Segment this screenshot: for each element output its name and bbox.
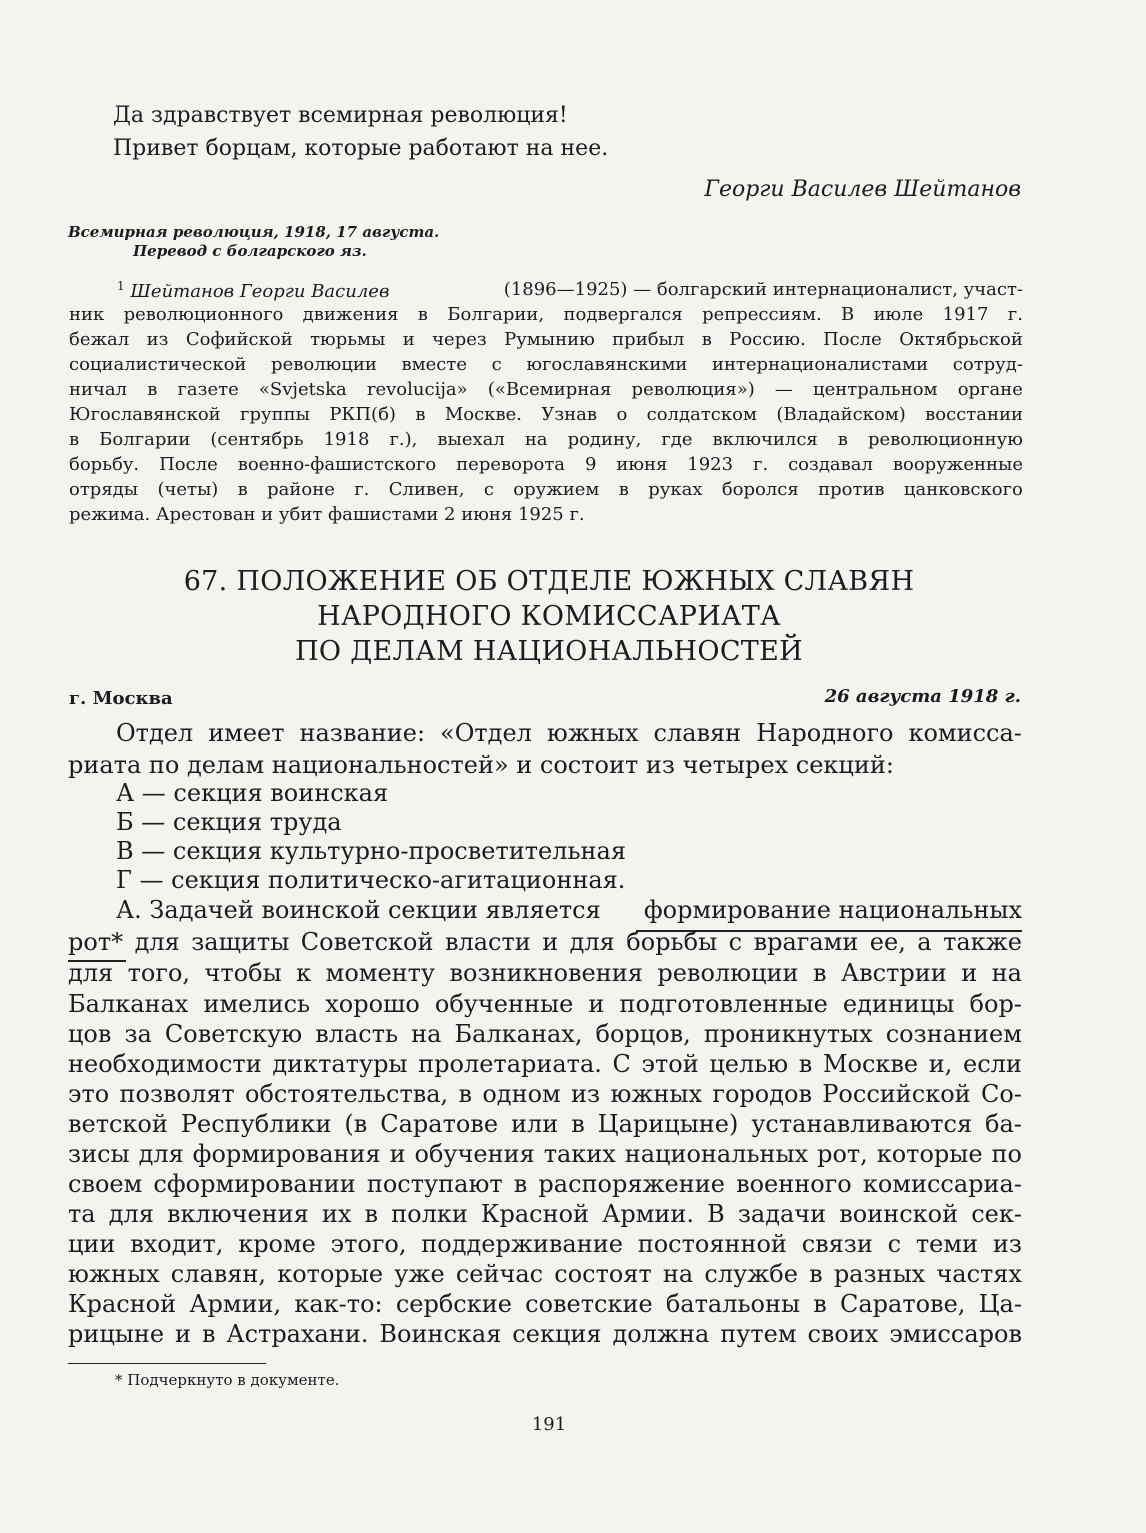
body-line-8 xyxy=(68,1170,1022,1198)
word: «Svjetska xyxy=(258,379,347,400)
word: которые xyxy=(277,1260,384,1288)
word: переворота xyxy=(456,454,566,475)
word: Софийской xyxy=(185,329,293,350)
word: для xyxy=(108,1200,154,1228)
word: южных xyxy=(68,1260,160,1288)
word: сейчас xyxy=(455,1260,544,1288)
source-line-2: Перевод с болгарского яз. xyxy=(133,242,367,260)
footnote1-line-3 xyxy=(69,329,1023,350)
word: если xyxy=(963,1050,1022,1078)
word: сотруд- xyxy=(952,354,1023,375)
body-line-7 xyxy=(68,1140,1022,1168)
word: постоянной xyxy=(637,1230,787,1258)
word: пролетариата. xyxy=(418,1050,602,1078)
word: городов xyxy=(712,1080,812,1108)
word: (сентябрь xyxy=(210,429,304,450)
body-line-1 xyxy=(68,959,1022,987)
word: Армии. xyxy=(602,1200,694,1228)
word: где xyxy=(661,429,693,450)
word: хорошо xyxy=(325,990,420,1018)
word: задачи xyxy=(737,1200,827,1228)
word: революции xyxy=(271,354,377,375)
word: Российской xyxy=(822,1080,971,1108)
word: июня xyxy=(616,454,668,475)
word: эмиссаров xyxy=(889,1320,1022,1348)
word: о xyxy=(616,404,628,425)
word: на xyxy=(524,429,548,450)
word: из xyxy=(992,1230,1022,1258)
document-place: г. Москва xyxy=(69,688,173,709)
word: родину, xyxy=(567,429,642,450)
word: ветской xyxy=(68,1110,168,1138)
word: также xyxy=(943,928,1022,956)
word: Советскую xyxy=(164,1020,303,1048)
word: частях xyxy=(936,1260,1022,1288)
word: цов xyxy=(68,1020,112,1048)
word: Республики xyxy=(180,1110,332,1138)
word: зисы xyxy=(68,1140,130,1168)
body-line-5 xyxy=(68,1080,1022,1108)
word: солдатском xyxy=(646,404,757,425)
footnote1-line-4 xyxy=(69,354,1023,375)
document-heading-line-2: НАРОДНОГО КОМИССАРИАТА xyxy=(317,601,781,632)
word: одном xyxy=(482,1080,561,1108)
word: национальных xyxy=(624,1140,809,1168)
document-heading-line-1: 67. ПОЛОЖЕНИЕ ОБ ОТДЕЛЕ ЮЖНЫХ СЛАВЯН xyxy=(183,566,915,597)
word: обстоятельства, xyxy=(245,1080,449,1108)
body-line-11 xyxy=(68,1260,1022,1288)
word: ее, xyxy=(869,928,906,956)
word: в xyxy=(415,404,426,425)
word: подготовленные xyxy=(619,990,828,1018)
word: Астрахани. xyxy=(226,1320,369,1348)
word: Румынию xyxy=(504,329,595,350)
word: сербские xyxy=(395,1290,512,1318)
word: тюрьмы xyxy=(310,329,386,350)
word: имеет xyxy=(208,719,285,747)
word: для xyxy=(68,959,114,987)
word: вооруженные xyxy=(892,454,1023,475)
word: путем xyxy=(720,1320,797,1348)
word: власть xyxy=(315,1020,399,1048)
footnote1-line-1 xyxy=(117,279,1023,302)
word: власти xyxy=(444,928,531,956)
word: в xyxy=(813,1290,827,1318)
word: Воинская xyxy=(379,1320,502,1348)
word: чтобы xyxy=(204,959,282,987)
word: В xyxy=(707,1200,725,1228)
word: к xyxy=(296,959,312,987)
word: Балканах xyxy=(68,990,189,1018)
word: по xyxy=(991,1140,1022,1168)
word: в xyxy=(417,304,428,325)
word: С xyxy=(612,1050,631,1078)
body-line-9 xyxy=(68,1200,1022,1228)
word: с xyxy=(483,479,494,500)
word: Народного xyxy=(756,719,894,747)
word: revolucija» xyxy=(366,379,468,400)
para-a-underlined: формирование национальных xyxy=(643,896,1022,924)
word: интернационалистами xyxy=(711,354,929,375)
word: имелись xyxy=(203,990,311,1018)
word: и xyxy=(961,959,978,987)
word: южных xyxy=(610,1080,703,1108)
word: и xyxy=(588,990,605,1018)
word: диктатуры xyxy=(272,1050,408,1078)
word: рицыне xyxy=(68,1320,165,1348)
word: Австрии xyxy=(840,959,947,987)
word: против xyxy=(818,479,885,500)
word: боролся xyxy=(721,479,799,500)
footnote1-line-9 xyxy=(69,479,1023,500)
word: в xyxy=(701,329,712,350)
word: 1917 xyxy=(942,304,989,325)
word: комиссариа- xyxy=(862,1170,1022,1198)
word: 1923 xyxy=(687,454,734,475)
word: с xyxy=(887,1230,902,1258)
word: полки xyxy=(391,1200,468,1228)
word: или xyxy=(510,1110,559,1138)
word: Армии, xyxy=(189,1290,282,1318)
word: бор- xyxy=(969,990,1022,1018)
word: отряды xyxy=(69,479,139,500)
footnote1-marker: 1 xyxy=(117,279,125,293)
footnote-separator xyxy=(68,1363,266,1364)
word: входит, xyxy=(130,1230,224,1258)
word: связи xyxy=(801,1230,873,1258)
word: центральном xyxy=(813,379,938,400)
word: формирования xyxy=(192,1140,381,1168)
word: включения xyxy=(166,1200,309,1228)
word: репрессиям. xyxy=(702,304,822,325)
word: в xyxy=(237,479,248,500)
word: революции xyxy=(657,959,799,987)
word: («Всемирная xyxy=(487,379,612,400)
word: цанковского xyxy=(903,479,1023,500)
word: 1918 xyxy=(323,429,370,450)
para-a-start: А. Задачей воинской секции является xyxy=(116,896,601,924)
word: РКП(б) xyxy=(329,404,396,425)
word: моменту xyxy=(325,959,436,987)
word: борьбы xyxy=(626,928,718,956)
word: Москве. xyxy=(444,404,522,425)
word: оружием xyxy=(513,479,600,500)
word: Октябрьской xyxy=(899,329,1023,350)
word: рот, xyxy=(817,1140,868,1168)
word: июле xyxy=(873,304,924,325)
body-line-2 xyxy=(68,990,1022,1018)
body-intro-line-1 xyxy=(116,719,1022,747)
word: сформировании xyxy=(153,1170,356,1198)
word: вместе xyxy=(401,354,467,375)
word: группы xyxy=(240,404,310,425)
word: в xyxy=(364,1200,379,1228)
word: распоряжение xyxy=(538,1170,725,1198)
section-b: Б — секция труда xyxy=(116,808,342,836)
body-line-6 xyxy=(68,1110,1022,1138)
word: обученные xyxy=(434,990,574,1018)
poem-line-1: Да здравствует всемирная революция! xyxy=(113,103,568,128)
word: поддерживание xyxy=(421,1230,623,1258)
word: как-то: xyxy=(294,1290,383,1318)
word: и xyxy=(402,329,415,350)
word: В xyxy=(841,304,855,325)
word: Саратове, xyxy=(839,1290,966,1318)
word: целью xyxy=(709,1050,789,1078)
word: обучения xyxy=(414,1140,535,1168)
word: необходимости xyxy=(68,1050,262,1078)
word: Россию. xyxy=(729,329,806,350)
word: революционную xyxy=(867,429,1023,450)
word: югославянскими xyxy=(526,354,688,375)
word: секция xyxy=(512,1320,602,1348)
word: из xyxy=(571,1080,601,1108)
word: таких xyxy=(543,1140,616,1168)
word: советские xyxy=(525,1290,653,1318)
word: в xyxy=(458,1080,473,1108)
word: г.), xyxy=(389,429,418,450)
word: «Отдел xyxy=(440,719,532,747)
word: в xyxy=(837,429,848,450)
word: бежал xyxy=(69,329,130,350)
word: поступают xyxy=(366,1170,503,1198)
word: должна xyxy=(612,1320,710,1348)
word: с xyxy=(728,928,743,956)
word: прибыл xyxy=(612,329,685,350)
word: защиты xyxy=(191,928,290,956)
word: г. xyxy=(1007,304,1023,325)
word: врагами xyxy=(753,928,859,956)
body-line-13 xyxy=(68,1320,1022,1348)
para-a-line-2 xyxy=(68,928,1022,956)
word: разных xyxy=(833,1260,926,1288)
source-line-1: Всемирная революция, 1918, 17 августа. xyxy=(68,223,440,241)
word: в xyxy=(201,1320,216,1348)
word: и xyxy=(389,1140,406,1168)
word: для xyxy=(134,928,180,956)
word: ции xyxy=(68,1230,116,1258)
body-line-12 xyxy=(68,1290,1022,1318)
word: военно-фашистского xyxy=(237,454,437,475)
word: Болгарии, xyxy=(447,304,545,325)
word: славян xyxy=(653,719,742,747)
word: на xyxy=(991,959,1022,987)
word: состоят xyxy=(554,1260,652,1288)
word: выехал xyxy=(437,429,505,450)
word: Красной xyxy=(480,1200,590,1228)
footnote1-line-7 xyxy=(69,429,1023,450)
word: включился xyxy=(712,429,818,450)
word: та xyxy=(68,1200,96,1228)
word: в xyxy=(571,1110,585,1138)
poem-line-2: Привет борцам, которые работают на нее. xyxy=(113,136,609,161)
footnote1-line-6 xyxy=(69,404,1023,425)
footnote1-text-1: (1896—1925) — болгарский интернационалист, участ- xyxy=(503,279,1023,300)
word: с xyxy=(491,354,502,375)
word: военного xyxy=(736,1170,852,1198)
word: 9 xyxy=(584,454,597,475)
word: революция») xyxy=(631,379,755,400)
word: создавал xyxy=(788,454,873,475)
word: южных xyxy=(546,719,639,747)
word: единицы xyxy=(842,990,955,1018)
word: После xyxy=(823,329,882,350)
word: возникновения xyxy=(449,959,643,987)
word: этого, xyxy=(330,1230,407,1258)
word: борцов, xyxy=(595,1020,691,1048)
word: Царицыне) xyxy=(597,1110,739,1138)
word: их xyxy=(321,1200,352,1228)
word: через xyxy=(432,329,487,350)
word: Сливен, xyxy=(388,479,465,500)
word: г. xyxy=(354,479,370,500)
document-heading-line-3: ПО ДЕЛАМ НАЦИОНАЛЬНОСТЕЙ xyxy=(295,636,803,667)
word: восстании xyxy=(925,404,1023,425)
body-intro-line-2: риата по делам национальностей» и состоит из четырех секций: xyxy=(68,751,894,779)
word: название: xyxy=(299,719,426,747)
word: подвергался xyxy=(563,304,683,325)
poem-signature: Георги Василев Шейтанов xyxy=(704,177,1021,202)
body-line-10 xyxy=(68,1230,1022,1258)
word: газете xyxy=(177,379,239,400)
word: органе xyxy=(957,379,1023,400)
word: и xyxy=(542,928,559,956)
word: и, xyxy=(928,1050,953,1078)
section-v: В — секция культурно-просветительная xyxy=(116,837,626,865)
word: г. xyxy=(753,454,769,475)
word: социалистической xyxy=(69,354,247,375)
body-line-4 xyxy=(68,1050,1022,1078)
word: это xyxy=(68,1080,110,1108)
word: того, xyxy=(127,959,191,987)
word: проникнутых xyxy=(703,1020,873,1048)
word: революционного xyxy=(123,304,284,325)
word: и xyxy=(175,1320,192,1348)
word: в xyxy=(809,1260,823,1288)
word: Красной xyxy=(68,1290,177,1318)
para-a-line-1 xyxy=(116,896,1022,924)
word: ничал xyxy=(69,379,128,400)
word: воинской xyxy=(839,1200,959,1228)
word: из xyxy=(146,329,169,350)
word: в xyxy=(513,1170,528,1198)
word: сознанием xyxy=(885,1020,1022,1048)
footnote1-line-5 xyxy=(69,379,1023,400)
word: в xyxy=(147,379,158,400)
word: позволят xyxy=(119,1080,235,1108)
word: на xyxy=(411,1020,442,1048)
word: батальоны xyxy=(665,1290,801,1318)
word: Со- xyxy=(980,1080,1022,1108)
word: Югославянской xyxy=(69,404,221,425)
word: Саратове xyxy=(380,1110,499,1138)
word: службе xyxy=(704,1260,798,1288)
word: которые xyxy=(876,1140,983,1168)
word: районе xyxy=(267,479,335,500)
word: теми xyxy=(915,1230,979,1258)
word: (четы) xyxy=(157,479,219,500)
word: руках xyxy=(648,479,703,500)
word: в xyxy=(618,479,629,500)
word: (в xyxy=(344,1110,368,1138)
word: Балканах, xyxy=(454,1020,583,1048)
word: Болгарии xyxy=(99,429,191,450)
word: на xyxy=(662,1260,694,1288)
page-number: 191 xyxy=(531,1414,567,1435)
word: Отдел xyxy=(116,719,194,747)
word: Советской xyxy=(300,928,434,956)
word: для xyxy=(569,928,615,956)
word: за xyxy=(124,1020,152,1048)
word: (Владайском) xyxy=(776,404,906,425)
word: ба- xyxy=(985,1110,1022,1138)
word: для xyxy=(138,1140,184,1168)
word: уже xyxy=(394,1260,445,1288)
document-date: 26 августа 1918 г. xyxy=(824,686,1021,707)
word: борьбу. xyxy=(69,454,140,475)
word: в xyxy=(69,429,80,450)
word: устанавливаются xyxy=(751,1110,973,1138)
word: рот* xyxy=(68,928,124,956)
word: своем xyxy=(68,1170,143,1198)
footnote1-name: Шейтанов Георги Василев xyxy=(130,281,390,302)
footnote1-line-2 xyxy=(69,304,1023,325)
word: Ца- xyxy=(978,1290,1022,1318)
word: ник xyxy=(69,304,105,325)
footnote-star: * Подчеркнуто в документе. xyxy=(115,1371,340,1389)
word: сек- xyxy=(971,1200,1022,1228)
word: После xyxy=(159,454,218,475)
body-line-3 xyxy=(68,1020,1022,1048)
section-a: А — секция воинская xyxy=(116,779,389,807)
word: своих xyxy=(807,1320,879,1348)
word: Узнав xyxy=(541,404,598,425)
word: Москве xyxy=(822,1050,919,1078)
word: этой xyxy=(641,1050,699,1078)
word: — xyxy=(774,379,793,400)
word: а xyxy=(917,928,932,956)
word: комисса- xyxy=(908,719,1022,747)
word: в xyxy=(798,1050,813,1078)
word: кроме xyxy=(238,1230,316,1258)
footnote1-line-8 xyxy=(69,454,1023,475)
word: в xyxy=(812,959,827,987)
footnote1-line-10: режима. Арестован и убит фашистами 2 июня 1925 г. xyxy=(69,504,585,525)
word: движения xyxy=(302,304,399,325)
word: славян, xyxy=(170,1260,267,1288)
section-g: Г — секция политическо-агитационная. xyxy=(116,866,626,894)
